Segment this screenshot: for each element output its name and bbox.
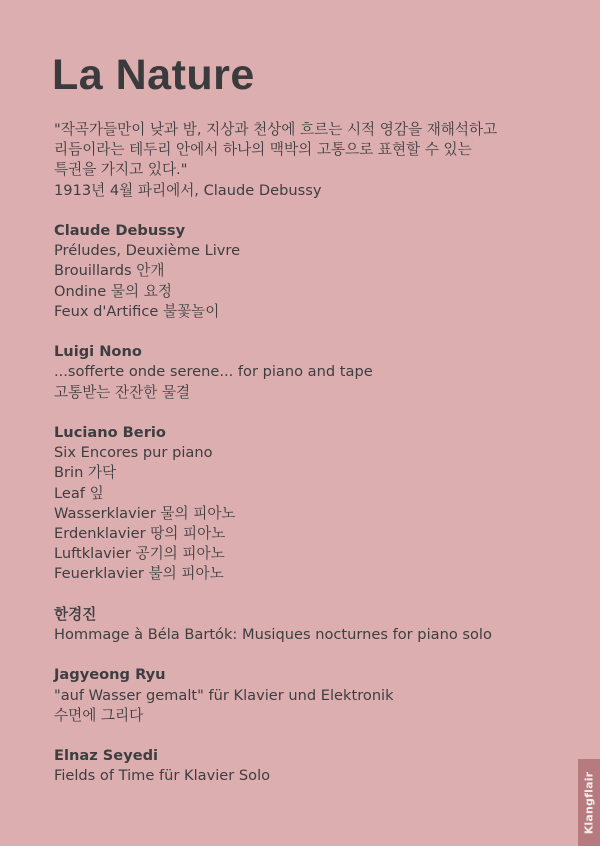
quote-line: "작곡가들만이 낮과 밤, 지상과 천상에 흐르는 시적 영감을 재해석하고	[54, 121, 498, 138]
program-section	[54, 342, 554, 403]
brand-side-tab	[578, 759, 600, 846]
program-section	[54, 605, 554, 645]
brand-label: Klangflair	[582, 771, 596, 834]
work-line: Luftklavier 공기의 피아노	[54, 545, 225, 563]
page-title: La Nature	[52, 51, 255, 99]
work-line: Erdenklavier 땅의 피아노	[54, 525, 226, 543]
composer-name: Elnaz Seyedi	[54, 747, 159, 765]
quote-line: 특권을 가지고 있다."	[54, 161, 188, 179]
work-line: Brin 가닥	[54, 464, 117, 482]
program-content	[54, 120, 554, 787]
work-line: Wasserklavier 물의 피아노	[54, 504, 236, 522]
program-section	[54, 221, 554, 322]
work-line: Six Encores pur piano	[54, 444, 213, 462]
composer-name: 한경진	[54, 605, 97, 623]
work-line: Feux d'Artifice 불꽃놀이	[54, 302, 220, 320]
quote-line: 리듬이라는 테두리 안에서 하나의 맥박의 고통으로 표현할 수 있는	[54, 141, 472, 159]
composer-name: Luciano Berio	[54, 424, 166, 441]
work-line: "auf Wasser gemalt" für Klavier und Elektronik	[54, 686, 394, 704]
work-line: Leaf 잎	[54, 484, 104, 502]
work-line: ...sofferte onde serene... for piano and tape	[54, 363, 373, 381]
work-line: Brouillards 안개	[54, 262, 165, 280]
quote-block	[54, 120, 554, 201]
work-line: Préludes, Deuxième Livre	[54, 242, 241, 260]
composer-name: Claude Debussy	[54, 222, 186, 239]
work-line: 고통받는 잔잔한 물결	[54, 383, 191, 401]
composer-name: Jagyeong Ryu	[54, 666, 166, 684]
program-section	[54, 665, 554, 726]
quote-attribution: 1913년 4월 파리에서, Claude Debussy	[54, 181, 322, 199]
work-line: 수면에 그리다	[54, 706, 144, 724]
work-line: Hommage à Béla Bartók: Musiques nocturnes for piano solo	[54, 626, 492, 644]
work-line: Ondine 물의 요정	[54, 282, 172, 300]
composer-name: Luigi Nono	[54, 343, 142, 361]
program-section	[54, 423, 554, 585]
work-line: Fields of Time für Klavier Solo	[54, 767, 271, 785]
program-section	[54, 746, 554, 786]
work-line: Feuerklavier 불의 피아노	[54, 565, 224, 583]
